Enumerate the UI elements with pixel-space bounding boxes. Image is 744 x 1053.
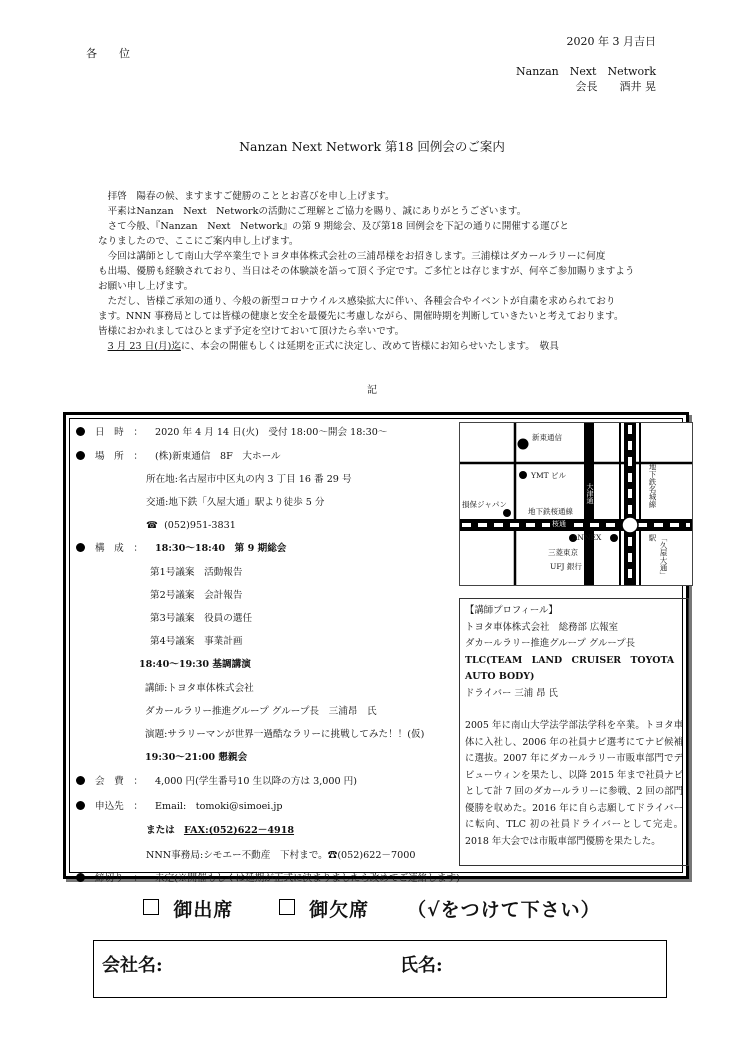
map-point-ymt xyxy=(519,471,527,479)
speaker-profile xyxy=(459,598,689,866)
document-date: 2020 年 3 月吉日 xyxy=(566,35,656,48)
attendance-note: （√をつけて下さい） xyxy=(407,899,601,921)
map-label-subway-sakura: 地下鉄桜通線 xyxy=(528,507,573,516)
detail-datetime: 日 時 ： 2020 年 4 月 14 日(火) 受付 18:00～開会 18:30～ xyxy=(76,426,387,440)
letter-line: 皆様におかれましてはひとまず予定を空けておいて頂けたら幸いです。 xyxy=(98,326,405,337)
attend-checkbox[interactable] xyxy=(143,899,159,915)
bullet-icon xyxy=(76,543,85,552)
agenda-item: 第3号議案 役員の選任 xyxy=(150,613,253,624)
letter-line: お願い申し上げます。 xyxy=(98,281,194,292)
detail-program: 構 成 ： 18:30～18:40 第 9 期総会 xyxy=(76,542,286,556)
letter-line: 平素はNanzan Next Networkの活動にご理解とご協力を賜り、誠にありがとうございます。 xyxy=(98,206,527,217)
sender-organization: Nanzan Next Network xyxy=(516,65,656,78)
profile-line: AUTO BODY) xyxy=(465,671,535,682)
venue-phone: ☎ (052)951-3831 xyxy=(146,520,236,531)
bullet-icon xyxy=(76,427,85,436)
letter-body xyxy=(98,189,678,354)
profile-line: トヨタ車体株式会社 総務部 広報室 xyxy=(465,621,618,633)
agenda-item: 第2号議案 会計報告 xyxy=(150,590,243,601)
person-name-field[interactable]: 氏名: xyxy=(400,955,443,976)
deadline-text: に、本会の開催もしくは延期を正式に決定し、改めて皆様にお知らせいたします。 敬具 xyxy=(180,341,559,352)
profile-line: ドライバー 三浦 昂 氏 xyxy=(465,687,558,699)
bullet-icon xyxy=(76,776,85,785)
company-name-field[interactable]: 会社名: xyxy=(102,955,163,976)
map-station-hisaya xyxy=(622,517,638,533)
keynote-time: 18:40～19:30 基調講演 xyxy=(139,659,251,670)
venue-map xyxy=(459,422,693,586)
document-title: Nanzan Next Network 第18 回例会のご案内 xyxy=(239,139,505,154)
map-label-sompo: 損保ジャパン xyxy=(462,500,507,509)
recipient: 各 位 xyxy=(86,47,130,60)
apply-fax-line: または FAX:(052)622－4918 xyxy=(146,825,295,836)
speaker-title: ダカールラリー推進グループ グループ長 三浦昂 氏 xyxy=(145,706,377,717)
profile-line: TLC(TEAM LAND CRUISER TOYOTA xyxy=(465,654,675,666)
map-point-shinto xyxy=(518,439,529,450)
phone-icon: ☎ xyxy=(146,520,158,531)
letter-line: 今回は講師として南山大学卒業生でトヨタ車体株式会社の三浦昂様をお招きします。三浦様はダカールラリーに何度 xyxy=(98,251,606,262)
apply-email[interactable]: Email: tomoki@simoei.jp xyxy=(155,801,283,812)
ki-mark: 記 xyxy=(367,385,377,396)
map-label-mufg: 三菱東京 xyxy=(548,548,578,557)
sender-name: 会長 酒井 晃 xyxy=(575,80,656,93)
map-point-sompo xyxy=(503,509,511,517)
social-time: 19:30～21:00 懇親会 xyxy=(145,752,248,763)
bullet-icon xyxy=(76,801,85,810)
map-label-otsu: 大津通 xyxy=(586,483,594,504)
venue-access: 交通:地下鉄「久屋大通」駅より徒歩 5 分 xyxy=(146,497,325,508)
map-label-ymt: YMT ビル xyxy=(531,471,567,480)
apply-office: NNN事務局:シモエー不動産 下村まで。☎(052)622－7000 xyxy=(146,850,416,861)
talk-title: 演題:サラリーマンが世界一過酷なラリーに挑戦してみた！！(仮) xyxy=(145,729,425,740)
detail-apply: 申込先 ： Email: tomoki@simoei.jp xyxy=(76,800,283,814)
detail-venue: 場 所 ： (株)新東通信 8F 大ホール xyxy=(76,450,281,464)
reply-form xyxy=(93,940,667,998)
letter-line: なりましたので、ここにご案内申し上げます。 xyxy=(98,236,299,247)
letter-line: 拝啓 陽春の候、ますますご健勝のこととお喜びを申し上げます。 xyxy=(98,191,395,202)
map-label-mufg-2: UFJ 銀行 xyxy=(550,562,582,571)
deadline-date: 3 月 23 日(月)迄 xyxy=(107,341,181,352)
map-road-otsu xyxy=(584,423,594,585)
speaker-company: 講師:トヨタ車体株式会社 xyxy=(145,683,254,694)
agenda-item: 第4号議案 事業計画 xyxy=(150,636,243,647)
map-point-annex xyxy=(610,534,618,542)
absent-checkbox[interactable] xyxy=(279,899,295,915)
map-label-shinto: 新東通信 xyxy=(532,433,562,442)
letter-line: さて今般、『Nanzan Next Network』の第 9 期総会、及び第18 回例会を下記の通りに開催する運びと xyxy=(98,221,569,232)
profile-bio: 2005 年に南山大学法学部法学科を卒業。トヨタ車体に入社し、2006 年の社員ナビ選考にてナビ候補に選抜。2007 年にダカールラリー市販車部門でデビューウィンを果たし、以降 2015 年まで社員ナビとして計 7 回のダカールラリーに参戦、2 回の部門優勝を収めた。2016 年に自ら志願してドライバーに転向、TLC 初の社員ドライバーとして完走。2018 年大会では市販車部門優勝を果たした。 xyxy=(465,720,683,847)
map-label-sakuradori: 桜通 xyxy=(552,520,566,528)
letter-line: ます。NNN 事務局としては皆様の健康と安全を最優先に考慮しながら、開催時期を判断していきたいと考えております。 xyxy=(98,311,624,322)
bullet-icon xyxy=(76,451,85,460)
attend-label: 御出席 xyxy=(173,899,234,921)
detail-deadline: 締切り ： 未定(※開催もしくは延期が正式に決まりましたら改めてご連絡します) xyxy=(76,872,460,886)
bullet-icon xyxy=(76,873,85,882)
venue-address: 所在地:名古屋市中区丸の内 3 丁目 16 番 29 号 xyxy=(146,474,352,485)
map-label-hisaya: 「久屋大通」駅 xyxy=(648,534,668,579)
map-label-meijo: 地下鉄名城線 xyxy=(648,463,657,508)
map-label-annex: ANNEX xyxy=(572,533,602,542)
apply-fax: FAX:(052)622－4918 xyxy=(183,825,295,836)
detail-fee: 会 費 ： 4,000 円(学生番号10 生以降の方は 3,000 円) xyxy=(76,775,357,789)
letter-line: ただし、皆様ご承知の通り、今般の新型コロナウイルス感染拡大に伴い、各種会合やイベントが自粛を求められており xyxy=(98,296,616,307)
agenda-item: 第1号議案 活動報告 xyxy=(150,567,243,578)
absent-label: 御欠席 xyxy=(309,899,370,921)
profile-heading: 【講師プロフィール】 xyxy=(465,605,558,616)
letter-deadline-line xyxy=(98,339,678,354)
attendance-options xyxy=(0,895,744,922)
letter-line: も出場、優勝も経験されており、当日はその体験談を語って頂く予定です。ご多忙とは存じますが、何卒ご参加賜りますよう xyxy=(98,266,635,277)
profile-line: ダカールラリー推進グループ グループ長 xyxy=(465,638,636,649)
